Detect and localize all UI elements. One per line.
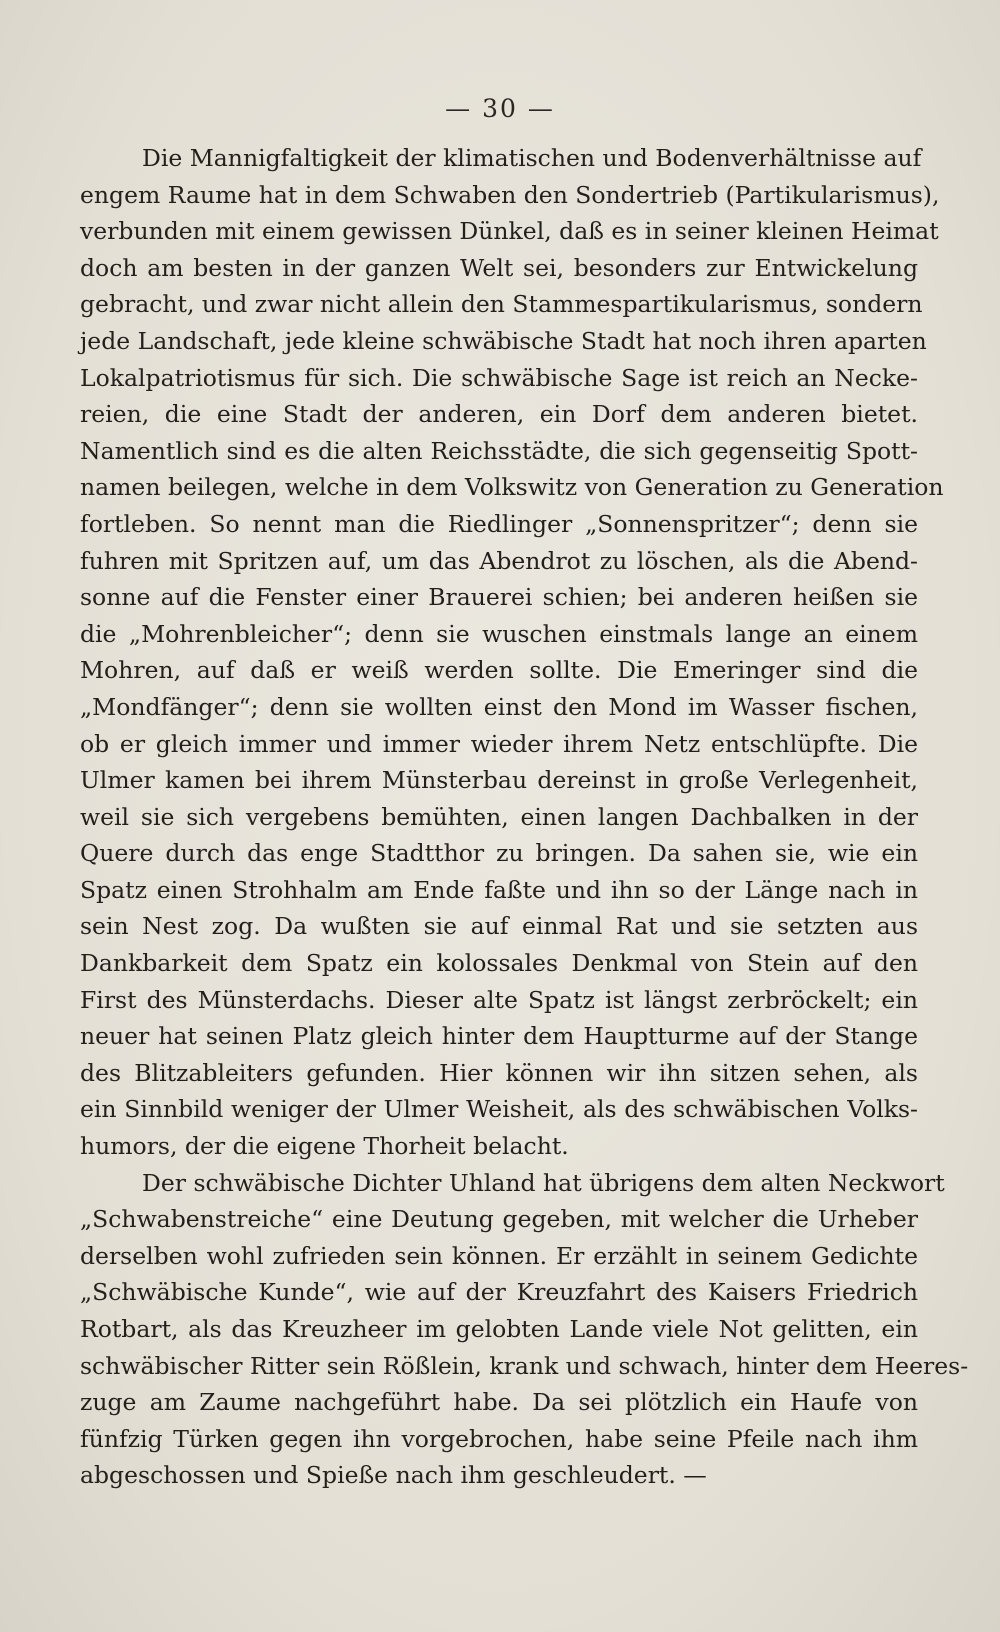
text-line: reien, die eine Stadt der anderen, ein Dorf dem anderen bietet. (80, 400, 918, 429)
text-line: fortleben. So nennt man die Riedlinger „Sonnenspritzer“; denn sie (80, 509, 918, 538)
text-line: neuer hat seinen Platz gleich hinter dem Hauptturme auf der Stange (80, 1022, 918, 1051)
text-line: engem Raume hat in dem Schwaben den Sondertrieb (Partikularismus), (80, 180, 940, 209)
text-line: derselben wohl zufrieden sein können. Er erzählt in seinem Gedichte (80, 1241, 918, 1270)
text-line: sonne auf die Fenster einer Brauerei schien; bei anderen heißen sie (80, 583, 918, 612)
text-line: Der schwäbische Dichter Uhland hat übrigens dem alten Neckwort (142, 1168, 945, 1197)
text-line: „Schwabenstreiche“ eine Deutung gegeben, mit welcher die Urheber (80, 1205, 918, 1234)
text-line: namen beilegen, welche in dem Volkswitz von Generation zu Generation (80, 473, 944, 502)
text-line: First des Münsterdachs. Dieser alte Spatz ist längst zerbröckelt; ein (80, 985, 918, 1014)
text-line: Rotbart, als das Kreuzheer im gelobten Lande viele Not gelitten, ein (80, 1315, 918, 1343)
text-line: die „Mohrenbleicher“; denn sie wuschen einstmals lange an einem (80, 619, 918, 648)
text-line: Dankbarkeit dem Spatz ein kolossales Denkmal von Stein auf den (80, 949, 918, 978)
text-line: „Schwäbische Kunde“, wie auf der Kreuzfahrt des Kaisers Friedrich (80, 1278, 918, 1307)
text-line: Lokalpatriotismus für sich. Die schwäbische Sage ist reich an Necke- (80, 363, 918, 392)
text-line: doch am besten in der ganzen Welt sei, besonders zur Entwickelung (80, 253, 918, 282)
text-line: gebracht, und zwar nicht allein den Stammespartikularismus, sondern (80, 290, 923, 319)
text-line: ein Sinnbild weniger der Ulmer Weisheit, als des schwäbischen Volks- (80, 1095, 918, 1124)
text-line: ob er gleich immer und immer wieder ihrem Netz entschlüpfte. Die (80, 729, 918, 758)
text-line: Ulmer kamen bei ihrem Münsterbau dereinst in große Verlegenheit, (80, 766, 918, 795)
text-line: Die Mannigfaltigkeit der klimatischen und Bodenverhältnisse auf (142, 144, 922, 172)
text-line: verbunden mit einem gewissen Dünkel, daß es in seiner kleinen Heimat (80, 217, 939, 246)
text-line: Namentlich sind es die alten Reichsstädte, die sich gegenseitig Spott- (80, 436, 918, 465)
body-text (80, 140, 969, 1494)
page-number: — 30 — (445, 94, 555, 123)
text-line: fuhren mit Spritzen auf, um das Abendrot zu löschen, als die Abend- (80, 546, 918, 575)
text-line: zuge am Zaume nachgeführt habe. Da sei plötzlich ein Haufe von (80, 1388, 918, 1417)
text-line: abgeschossen und Spieße nach ihm geschleudert. — (80, 1461, 707, 1490)
text-line: humors, der die eigene Thorheit belacht. (80, 1132, 569, 1161)
text-line: fünfzig Türken gegen ihn vorgebrochen, habe seine Pfeile nach ihm (80, 1424, 918, 1453)
text-line: weil sie sich vergebens bemühten, einen langen Dachbalken in der (80, 802, 918, 831)
text-line: Mohren, auf daß er weiß werden sollte. Die Emeringer sind die (80, 656, 918, 685)
text-line: jede Landschaft, jede kleine schwäbische Stadt hat noch ihren aparten (80, 326, 927, 355)
text-line: sein Nest zog. Da wußten sie auf einmal Rat und sie setzten aus (80, 912, 918, 941)
text-line: Quere durch das enge Stadtthor zu bringen. Da sahen sie, wie ein (80, 839, 918, 868)
paragraph-2 (80, 1165, 969, 1494)
paragraph-1 (80, 140, 944, 1165)
text-line: Spatz einen Strohhalm am Ende faßte und ihn so der Länge nach in (80, 875, 918, 904)
text-line: „Mondfänger“; denn sie wollten einst den Mond im Wasser fischen, (80, 692, 918, 721)
text-line: schwäbischer Ritter sein Rößlein, krank und schwach, hinter dem Heeres- (80, 1351, 969, 1380)
text-line: des Blitzableiters gefunden. Hier können wir ihn sitzen sehen, als (80, 1058, 918, 1087)
